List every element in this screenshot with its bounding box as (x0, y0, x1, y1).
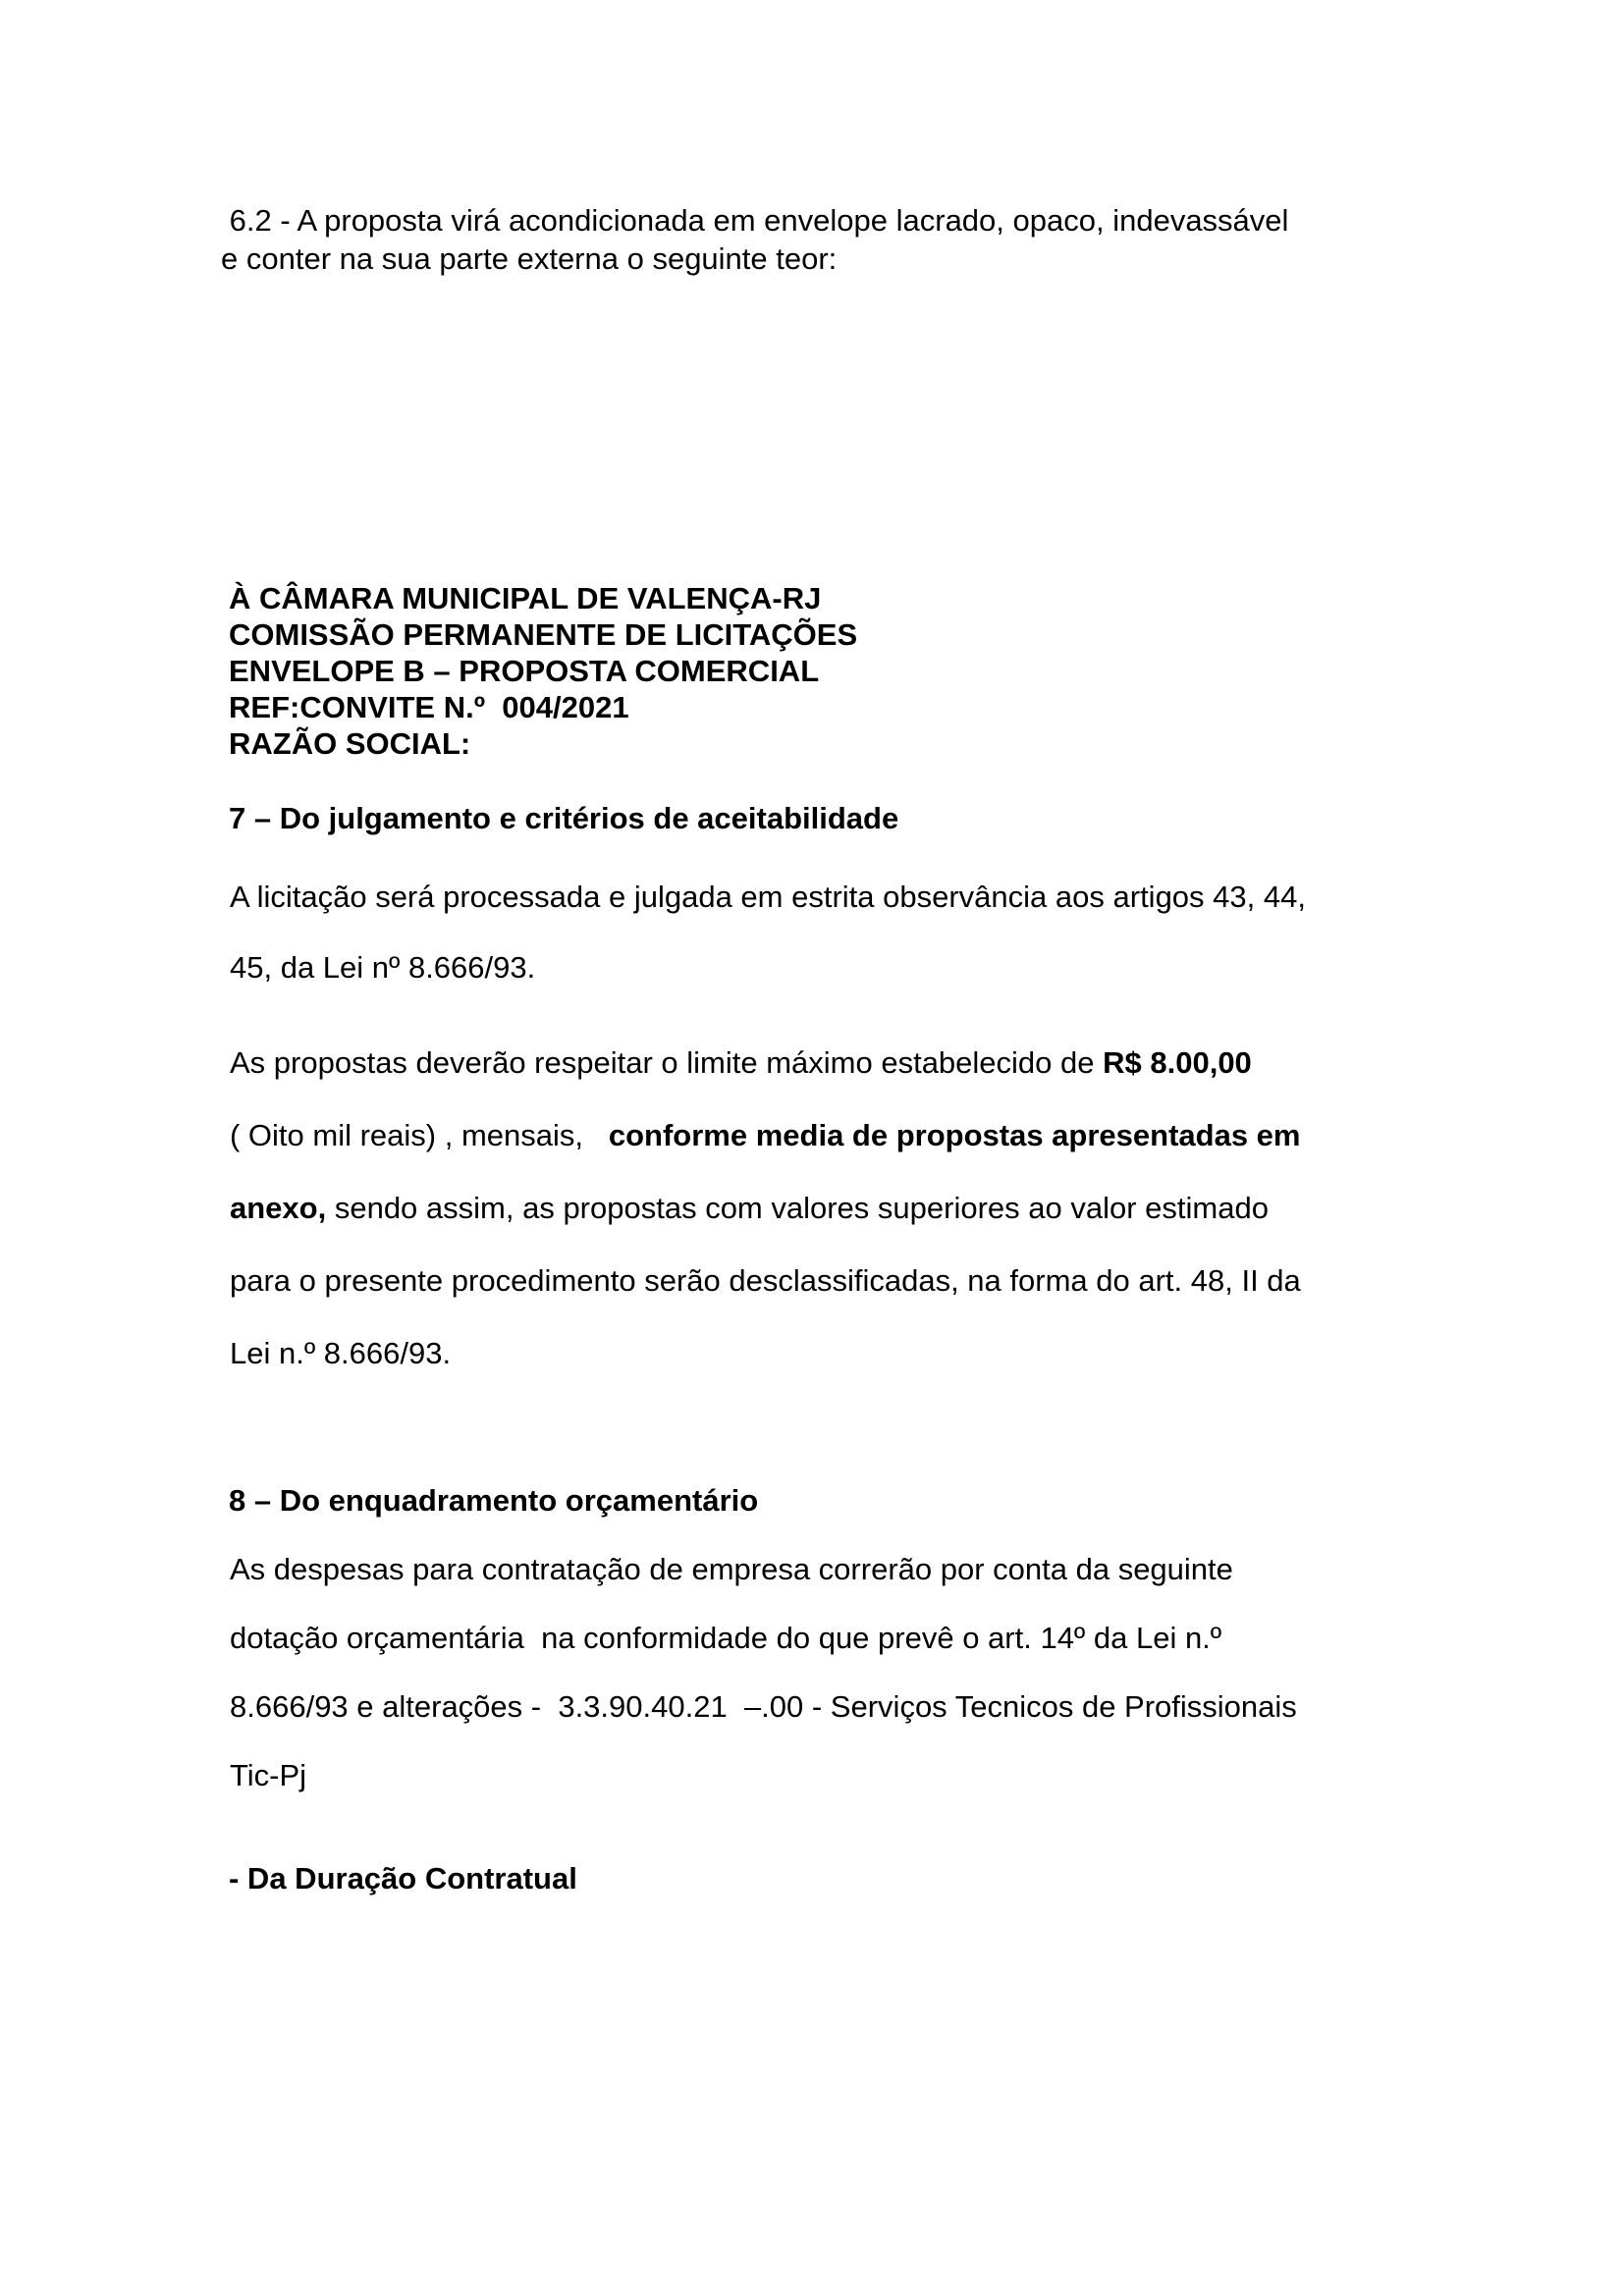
paragraph-line: para o presente procedimento serão desclassificadas, na forma do art. 48, II da (230, 1263, 1301, 1298)
envelope-type: ENVELOPE B – PROPOSTA COMERCIAL (229, 654, 820, 688)
bold-run: anexo, (230, 1191, 327, 1225)
paragraph-line: Lei n.º 8.666/93. (230, 1336, 452, 1370)
envelope-recipient: À CÂMARA MUNICIPAL DE VALENÇA-RJ (229, 581, 822, 615)
paragraph-line: A licitação será processada e julgada em estrita observância aos artigos 43, 44, (230, 880, 1306, 914)
clause-6-2-line-2: e conter na sua parte externa o seguinte teor: (221, 241, 838, 276)
paragraph-line: 8.666/93 e alterações - 3.3.90.40.21 –.00 - Serviços Tecnicos de Profissionais (230, 1689, 1297, 1724)
paragraph-line: dotação orçamentária na conformidade do que prevê o art. 14º da Lei n.º (230, 1621, 1222, 1655)
envelope-reference: REF:CONVITE N.º 004/2021 (229, 690, 629, 724)
section-7-heading: 7 – Do julgamento e critérios de aceitabilidade (229, 801, 899, 835)
section-7-paragraph-1 (230, 862, 1306, 1003)
paragraph-line: 45, da Lei nº 8.666/93. (230, 950, 536, 985)
section-8-paragraph-1 (230, 1535, 1297, 1810)
paragraph-line: As despesas para contratação de empresa correrão por conta da seguinte (230, 1552, 1233, 1586)
paragraph-line (230, 1172, 1301, 1245)
section-8-heading: 8 – Do enquadramento orçamentário (229, 1483, 759, 1518)
paragraph-line: Tic-Pj (230, 1758, 307, 1792)
envelope-company-name: RAZÃO SOCIAL: (229, 726, 471, 761)
section-7-paragraph-2 (230, 1027, 1301, 1390)
envelope-commission: COMISSÃO PERMANENTE DE LICITAÇÕES (229, 617, 858, 652)
envelope-address-label (229, 580, 857, 762)
paragraph-line (230, 1099, 1301, 1172)
text-run: sendo assim, as propostas com valores superiores ao valor estimado (326, 1191, 1269, 1225)
clause-6-2-line-1: 6.2 - A proposta virá acondicionada em envelope lacrado, opaco, indevassável (221, 203, 1289, 238)
contract-duration-subheading: - Da Duração Contratual (229, 1861, 577, 1896)
text-run: ( Oito mil reais) , mensais, (230, 1118, 609, 1152)
paragraph-line (230, 1027, 1301, 1099)
text-run: As propostas deverão respeitar o limite máximo estabelecido de (230, 1045, 1104, 1080)
bold-run: conforme media de propostas apresentadas em (608, 1118, 1301, 1152)
max-value-bold-run: R$ 8.00,00 (1103, 1045, 1252, 1080)
clause-6-2-paragraph (221, 201, 1288, 278)
